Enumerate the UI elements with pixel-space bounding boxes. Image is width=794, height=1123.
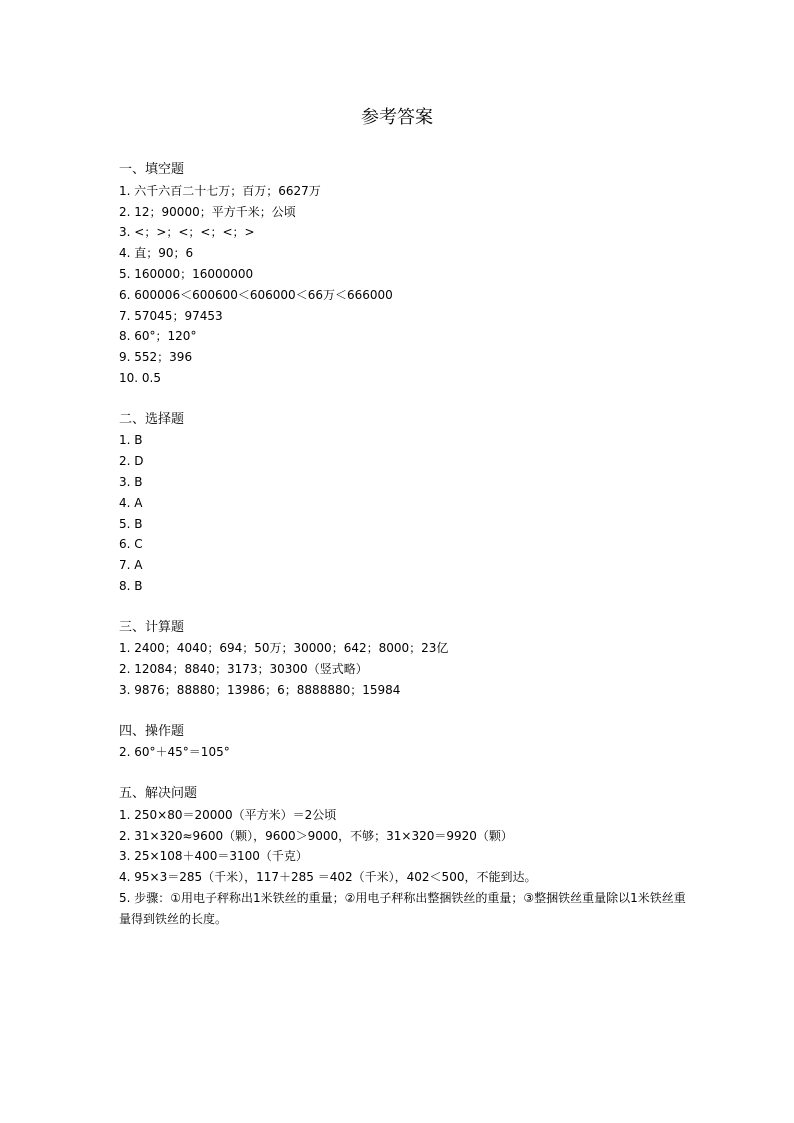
answer-line: 9. 552；396 (119, 350, 193, 365)
section-operation (119, 722, 689, 764)
answer-line: 1. B (119, 433, 143, 448)
answer-line: 7. A (119, 558, 143, 573)
answer-line: 8. 60°；120° (119, 329, 197, 344)
answer-line: 6. C (119, 537, 143, 552)
answer-line: 5. 160000；16000000 (119, 266, 254, 281)
section-multiple-choice (119, 410, 689, 597)
answer-line: 2. 60°＋45°＝105° (119, 745, 230, 760)
page-title: 参考答案 (361, 107, 433, 128)
answer-line: 1. 六千六百二十七万；百万；6627万 (119, 183, 321, 198)
section-heading: 三、计算题 (119, 619, 185, 635)
answer-line: 6. 600006＜600600＜606000＜66万＜666000 (119, 287, 393, 302)
answer-line: 1. 2400；4040；694；50万；30000；642；8000；23亿 (119, 641, 449, 656)
section-fill-in-blank (119, 160, 689, 389)
section-heading: 五、解决问题 (119, 785, 198, 801)
section-problem-solving (119, 784, 689, 930)
answer-line: 10. 0.5 (119, 370, 161, 385)
answer-line: 3. <；>；<；<；<；> (119, 225, 255, 240)
section-heading: 一、填空题 (119, 162, 185, 177)
section-calculation (119, 618, 689, 701)
answer-line: 3. 9876；88880；13986；6；8888880；15984 (119, 682, 401, 697)
answer-line: 3. B (119, 474, 143, 489)
answer-line: 2. 12；90000；平方千米；公顷 (119, 204, 296, 219)
answer-line: 8. B (119, 578, 143, 593)
answer-line: 2. 31×320≈9600（颗），9600＞9000，不够；31×320＝9920（颗） (119, 828, 513, 843)
answer-line: 5. B (119, 516, 143, 531)
answer-line: 4. A (119, 495, 143, 510)
answer-line: 1. 250×80＝20000（平方米）＝2公顷 (119, 807, 337, 822)
section-heading: 二、选择题 (119, 411, 185, 427)
section-heading: 四、操作题 (119, 723, 185, 739)
answer-content (119, 160, 689, 950)
answer-line: 4. 95×3＝285（千米），117＋285 ＝402（千米），402＜500，不能到达。 (119, 870, 537, 885)
answer-line: 2. 12084；8840；3173；30300（竖式略） (119, 662, 368, 677)
answer-line: 3. 25×108＋400＝3100（千克） (119, 849, 308, 864)
answer-line: 2. D (119, 454, 144, 469)
answer-line: 7. 57045；97453 (119, 308, 223, 323)
answer-line: 4. 直；90；6 (119, 246, 194, 261)
answer-line: 5. 步骤：①用电子秤称出1米铁丝的重量；②用电子秤称出整捆铁丝的重量；③整捆铁丝重量除以1米铁丝重量得到铁丝的长度。 (119, 890, 686, 926)
